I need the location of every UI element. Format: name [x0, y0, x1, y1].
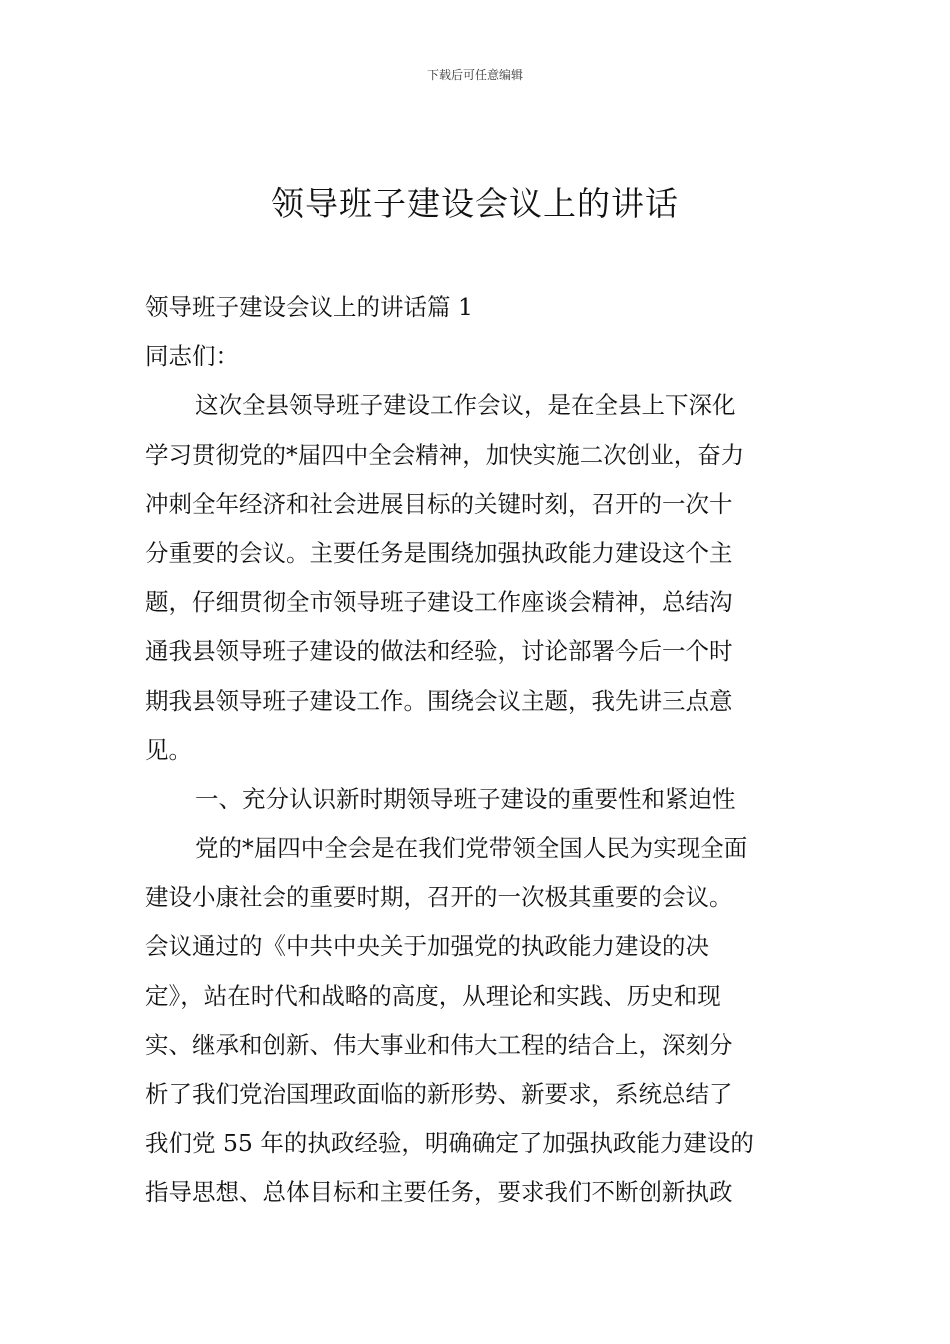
body-line: 题，仔细贯彻全市领导班子建设工作座谈会精神，总结沟 [145, 588, 733, 617]
section-heading: 一、充分认识新时期领导班子建设的重要性和紧迫性 [195, 784, 736, 813]
body-line: 定》，站在时代和战略的高度，从理论和实践、历史和现 [145, 981, 721, 1010]
body-line: 指导思想、总体目标和主要任务，要求我们不断创新执政 [145, 1178, 733, 1207]
document-title: 领导班子建设会议上的讲话 [271, 184, 679, 223]
body-line: 同志们： [145, 342, 239, 371]
body-line: 期我县领导班子建设工作。围绕会议主题，我先讲三点意 [145, 686, 733, 715]
body-line: 这次全县领导班子建设工作会议，是在全县上下深化 [195, 391, 736, 420]
body-line: 党的*届四中全会是在我们党带领全国人民为实现全面 [195, 834, 748, 863]
body-line: 学习贯彻党的*届四中全会精神，加快实施二次创业，奋力 [145, 440, 745, 469]
header-note: 下载后可任意编辑 [426, 68, 523, 82]
body-line: 领导班子建设会议上的讲话篇 1 [145, 293, 473, 321]
body-line: 冲刺全年经济和社会进展目标的关键时刻，召开的一次十 [145, 489, 733, 518]
body-line: 建设小康社会的重要时期，召开的一次极其重要的会议。 [145, 883, 733, 912]
body-line: 通我县领导班子建设的做法和经验，讨论部署今后一个时 [145, 637, 733, 666]
body-line: 分重要的会议。主要任务是围绕加强执政能力建设这个主 [145, 538, 733, 567]
document-body [145, 283, 810, 1218]
body-line: 实、继承和创新、伟大事业和伟大工程的结合上，深刻分 [145, 1030, 733, 1059]
body-line: 会议通过的《中共中央关于加强党的执政能力建设的决 [145, 932, 709, 961]
body-line: 见。 [145, 735, 192, 764]
body-line: 我们党 55 年的执政经验，明确确定了加强执政能力建设的 [145, 1129, 754, 1158]
body-line: 析了我们党治国理政面临的新形势、新要求，系统总结了 [145, 1080, 733, 1108]
